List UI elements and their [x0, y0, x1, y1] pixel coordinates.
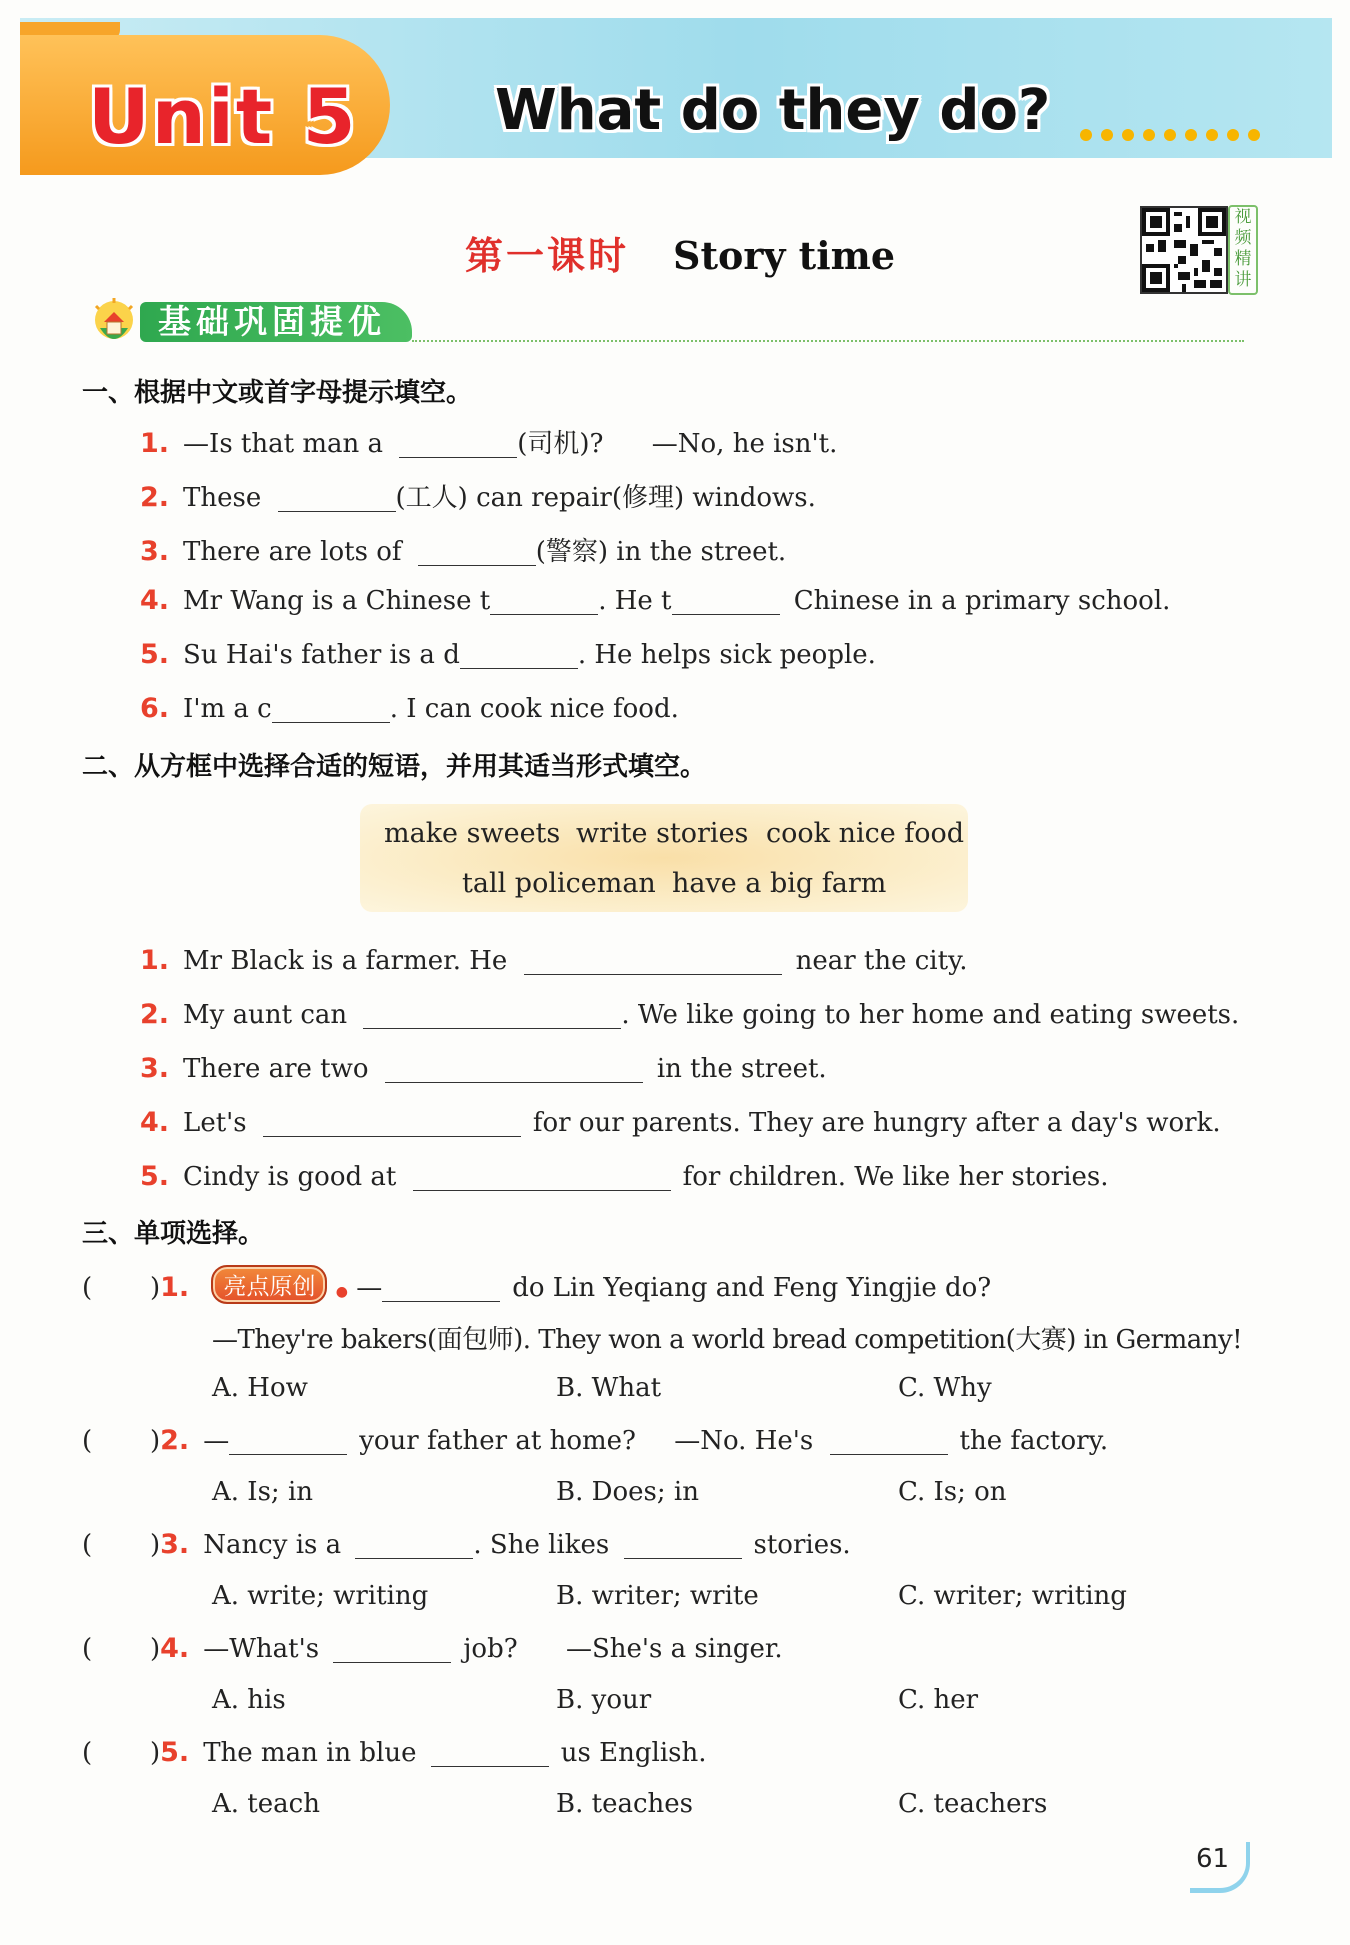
question-text: near the city.: [795, 946, 968, 976]
house-sun-icon: [88, 298, 140, 350]
question-text: us English.: [560, 1738, 707, 1768]
part1-question: [140, 531, 786, 568]
unit-title: What do they do?: [495, 78, 1051, 143]
answer-blank[interactable]: [431, 1740, 549, 1767]
question-text: —No, he isn't.: [651, 429, 838, 459]
question-text: stories.: [753, 1530, 851, 1560]
qr-label-char: 频: [1234, 228, 1252, 248]
part2-question: [140, 1107, 1221, 1138]
question-number: 3.: [160, 1529, 190, 1560]
question-text: for children. We like her stories.: [682, 1162, 1109, 1192]
decorative-dots: [1080, 129, 1260, 141]
question-text: in the street.: [656, 1054, 827, 1084]
part1-question: [140, 477, 816, 514]
question-number: 1.: [140, 428, 170, 459]
option-a[interactable]: A. write; writing: [212, 1581, 429, 1611]
qr-label-char: 视: [1234, 207, 1252, 227]
qr-label-char: 讲: [1234, 270, 1252, 290]
option-a[interactable]: A. How: [212, 1373, 308, 1403]
phrase: make sweets: [384, 818, 561, 849]
option-b[interactable]: B. your: [556, 1685, 652, 1715]
question-number: 6.: [140, 693, 170, 724]
question-number: 3.: [140, 536, 170, 567]
question-text: —Is that man a: [183, 429, 383, 459]
section-title: 基础巩固提优: [140, 302, 412, 342]
question-text: (警察) in the street.: [535, 537, 787, 567]
answer-blank[interactable]: [624, 1532, 742, 1559]
question-text: These: [183, 483, 262, 513]
question-text: My aunt can: [183, 1000, 348, 1030]
question-number: 4.: [140, 1107, 170, 1138]
question-text: Cindy is good at: [183, 1162, 397, 1192]
qr-label-char: 精: [1234, 249, 1252, 269]
part1-question: [140, 693, 679, 724]
option-a[interactable]: A. his: [212, 1685, 286, 1715]
answer-paren[interactable]: ( ): [82, 1273, 161, 1303]
page-number: 61: [1196, 1844, 1230, 1874]
option-c[interactable]: C. teachers: [898, 1789, 1048, 1819]
phrase: tall policeman: [462, 868, 656, 899]
tag-dot-icon: ●: [335, 1284, 348, 1300]
option-c[interactable]: C. Why: [898, 1373, 992, 1403]
answer-paren[interactable]: ( ): [82, 1738, 161, 1768]
option-b[interactable]: B. What: [556, 1373, 662, 1403]
phrase: cook nice food: [766, 818, 965, 849]
lesson-en: Story time: [673, 233, 896, 278]
question-text: There are lots of: [183, 537, 402, 567]
answer-blank[interactable]: [229, 1428, 347, 1455]
question-text: —: [203, 1426, 230, 1456]
question-line2: —They're bakers(面包师). They won a world bread competition(大赛) in Germany!: [212, 1325, 1243, 1355]
question-text: I'm a c: [183, 694, 272, 724]
question-number: 2.: [140, 999, 170, 1030]
answer-blank[interactable]: [363, 1002, 621, 1029]
question-text: for our parents. They are hungry after a day's work.: [532, 1108, 1221, 1138]
question-text: The man in blue: [203, 1738, 417, 1768]
question-number: 4.: [140, 585, 170, 616]
question-text: . She likes: [473, 1530, 610, 1560]
question-number: 1.: [160, 1272, 190, 1303]
section-divider: [412, 340, 1244, 342]
question-text: job?: [463, 1634, 518, 1664]
answer-paren[interactable]: ( ): [82, 1634, 161, 1664]
question-text: —: [356, 1273, 383, 1303]
answer-paren[interactable]: ( ): [82, 1426, 161, 1456]
answer-blank[interactable]: [278, 485, 396, 512]
answer-blank[interactable]: [263, 1110, 521, 1137]
phrase: have a big farm: [672, 868, 887, 899]
answer-blank[interactable]: [672, 588, 780, 615]
mc-question: [82, 1529, 851, 1560]
unit-label: Unit 5: [88, 72, 358, 161]
question-text: Mr Wang is a Chinese t: [183, 586, 491, 616]
answer-blank[interactable]: [524, 948, 782, 975]
option-b[interactable]: B. teaches: [556, 1789, 694, 1819]
lesson-heading: [465, 225, 895, 280]
question-number: 1.: [140, 945, 170, 976]
qr-label: [1228, 205, 1258, 295]
part3-title: 三、单项选择。: [82, 1219, 265, 1249]
mc-question: [82, 1265, 991, 1304]
mc-question: [82, 1633, 783, 1664]
part1-title: 一、根据中文或首字母提示填空。: [82, 378, 473, 408]
mc-question: [82, 1737, 707, 1768]
part1-question: [140, 639, 876, 670]
question-text: Chinese in a primary school.: [793, 586, 1171, 616]
option-a[interactable]: A. teach: [212, 1789, 320, 1819]
question-text: (司机)?: [517, 429, 604, 459]
part1-question: [140, 423, 837, 460]
option-b[interactable]: B. writer; write: [556, 1581, 759, 1611]
mc-question: [82, 1425, 1108, 1456]
part2-question: [140, 999, 1239, 1030]
answer-blank[interactable]: [385, 1056, 643, 1083]
question-text: . We like going to her home and eating sweets.: [621, 1000, 1240, 1030]
question-text: your father at home?: [359, 1426, 636, 1456]
question-number: 4.: [160, 1633, 190, 1664]
answer-paren[interactable]: ( ): [82, 1530, 161, 1560]
answer-blank[interactable]: [272, 696, 390, 723]
question-text: . He t: [598, 586, 672, 616]
question-text: Mr Black is a farmer. He: [183, 946, 508, 976]
option-c[interactable]: C. writer; writing: [898, 1581, 1127, 1611]
part2-question: [140, 1161, 1109, 1192]
part1-question: [140, 585, 1170, 616]
part2-question: [140, 945, 968, 976]
answer-blank[interactable]: [830, 1428, 948, 1455]
question-number: 2.: [160, 1425, 190, 1456]
option-b[interactable]: B. Does; in: [556, 1477, 699, 1507]
question-number: 5.: [140, 1161, 170, 1192]
original-tag: 亮点原创: [211, 1265, 327, 1304]
question-text: . He helps sick people.: [577, 640, 876, 670]
answer-blank[interactable]: [413, 1164, 671, 1191]
question-text: do Lin Yeqiang and Feng Yingjie do?: [512, 1273, 992, 1303]
question-number: 5.: [160, 1737, 190, 1768]
question-text: Su Hai's father is a d: [183, 640, 460, 670]
question-text: There are two: [183, 1054, 369, 1084]
answer-blank[interactable]: [399, 431, 517, 458]
question-text: Let's: [183, 1108, 247, 1138]
option-c[interactable]: C. Is; on: [898, 1477, 1007, 1507]
question-number: 2.: [140, 482, 170, 513]
phrase-box: [360, 804, 968, 912]
option-a[interactable]: A. Is; in: [212, 1477, 314, 1507]
question-text: —No. He's: [674, 1426, 814, 1456]
phrase: write stories: [576, 818, 749, 849]
question-number: 5.: [140, 639, 170, 670]
question-text: the factory.: [959, 1426, 1109, 1456]
question-text: —She's a singer.: [565, 1634, 783, 1664]
question-text: Nancy is a: [203, 1530, 342, 1560]
answer-blank[interactable]: [382, 1275, 500, 1302]
answer-blank[interactable]: [333, 1636, 451, 1663]
answer-blank[interactable]: [418, 539, 536, 566]
question-text: . I can cook nice food.: [389, 694, 679, 724]
part2-question: [140, 1053, 827, 1084]
answer-blank[interactable]: [460, 642, 578, 669]
question-number: 3.: [140, 1053, 170, 1084]
lesson-cn: 第一课时: [465, 233, 630, 278]
option-c[interactable]: C. her: [898, 1685, 979, 1715]
question-text: (工人) can repair(修理) windows.: [395, 483, 816, 513]
answer-blank[interactable]: [490, 588, 598, 615]
answer-blank[interactable]: [355, 1532, 473, 1559]
part2-title: 二、从方框中选择合适的短语，并用其适当形式填空。: [82, 752, 707, 782]
qr-code-icon[interactable]: [1140, 206, 1228, 294]
question-text: —What's: [203, 1634, 320, 1664]
